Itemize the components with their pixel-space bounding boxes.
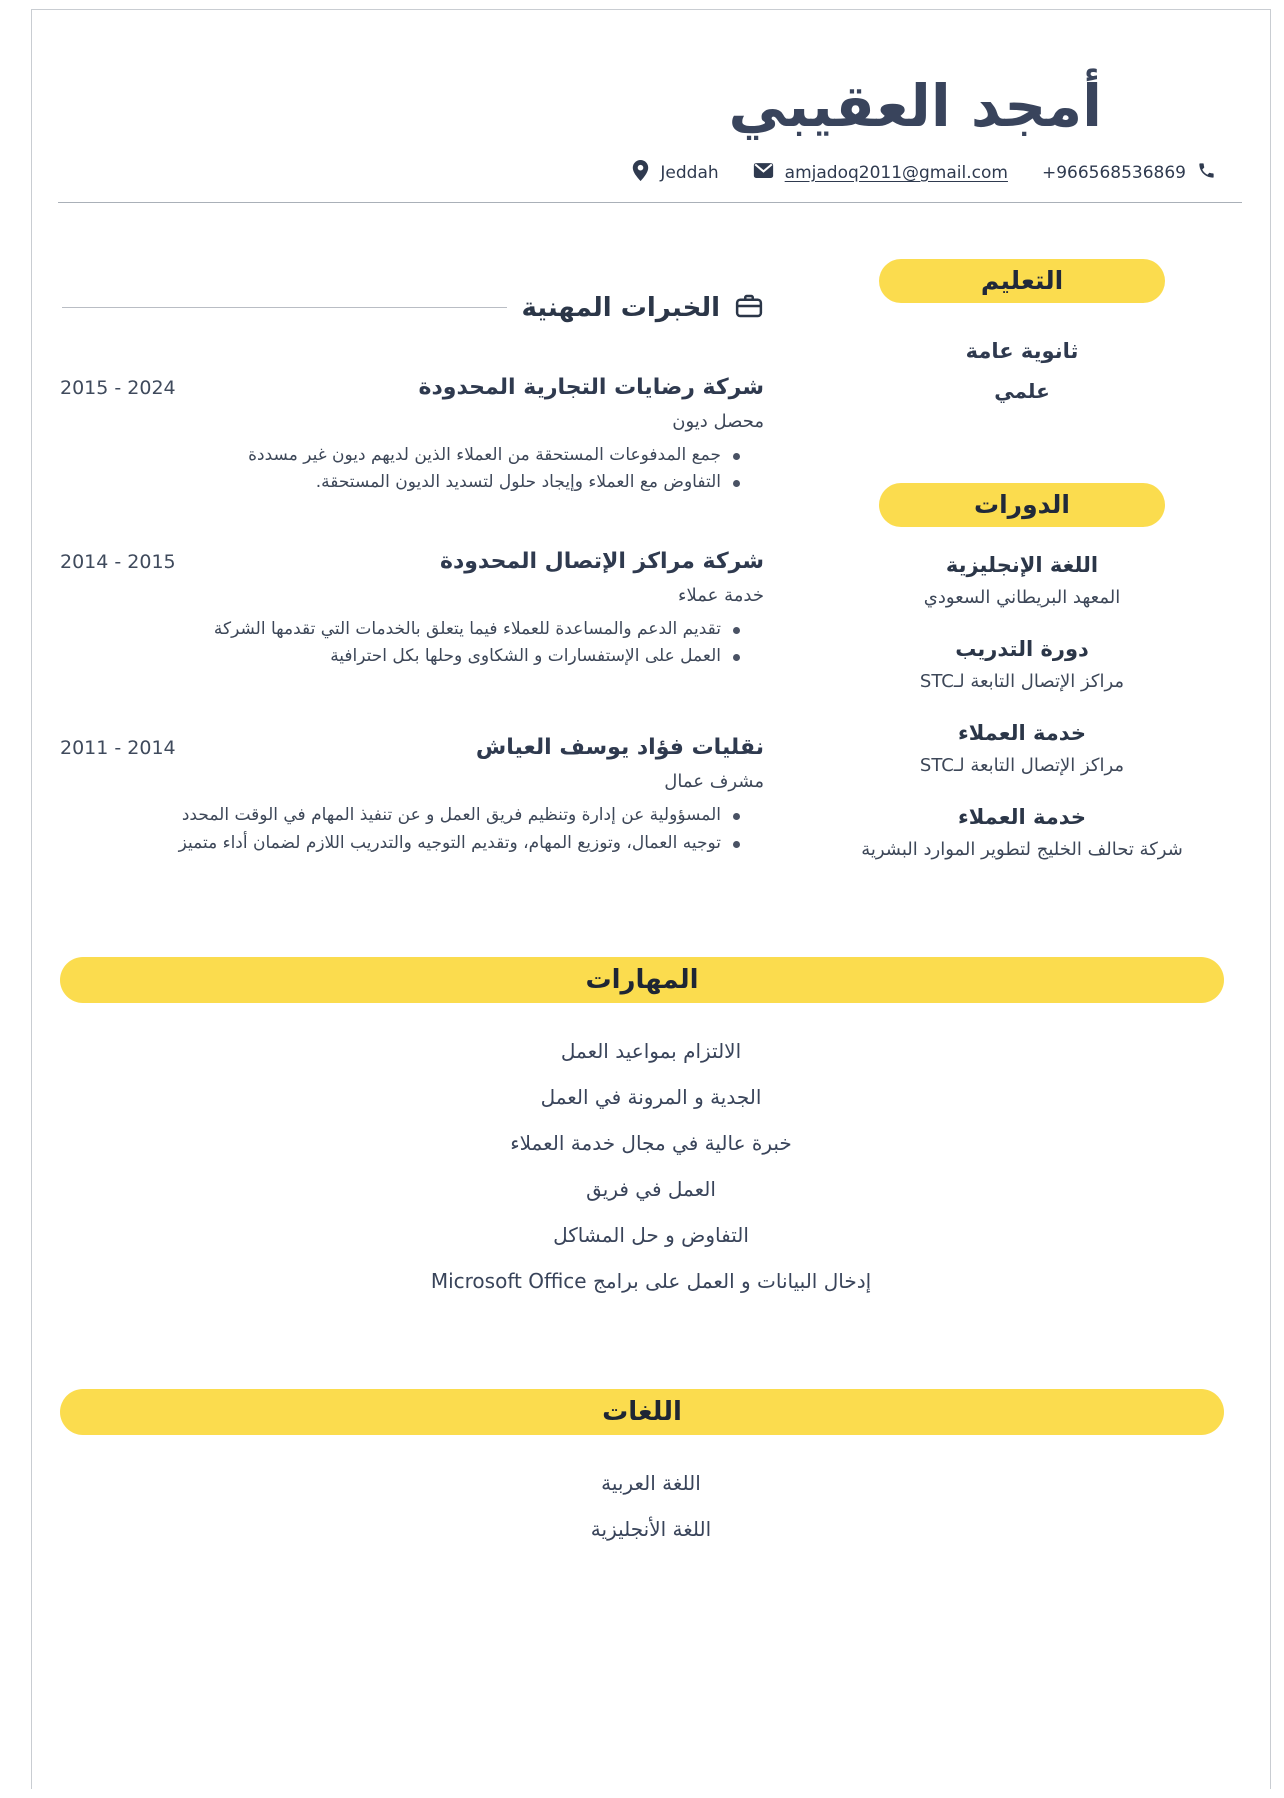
- envelope-icon: [753, 162, 774, 184]
- skill-item: خبرة عالية في مجال خدمة العملاء: [510, 1130, 792, 1155]
- job-entry: [60, 735, 764, 857]
- course-name: خدمة العملاء: [957, 720, 1086, 745]
- course-name: خدمة العملاء: [957, 804, 1086, 829]
- experience-column: [60, 259, 764, 857]
- education-section-header: التعليم: [879, 259, 1165, 303]
- language-item: اللغة العربية: [601, 1470, 701, 1495]
- bullet-item: التفاوض مع العملاء وإيجاد حلول لتسديد الديون المستحقة.: [100, 469, 740, 497]
- skill-item: العمل في فريق: [586, 1176, 716, 1201]
- job-role: مشرف عمال: [664, 771, 764, 793]
- content-columns: [32, 203, 1270, 863]
- course-name: دورة التدريب: [955, 636, 1089, 661]
- experience-title: الخبرات المهنية: [521, 292, 720, 323]
- email-link[interactable]: amjadoq2011@gmail.com: [784, 162, 1008, 183]
- job-head: [60, 735, 764, 760]
- skill-item: التفاوض و حل المشاكل: [553, 1222, 749, 1247]
- courses-section-header: الدورات: [879, 483, 1165, 527]
- phone-icon: [1197, 161, 1216, 185]
- job-entry: [60, 549, 764, 671]
- skills-section-header: المهارات: [60, 957, 1224, 1003]
- phone-number: +966568536869: [1041, 162, 1186, 183]
- languages-list: [32, 1471, 1270, 1541]
- course-provider: مراكز الإتصال التابعة لـSTC: [919, 754, 1125, 776]
- resume-page: [31, 9, 1271, 1789]
- skill-item: إدخال البيانات و العمل على برامج Microsoft Office: [430, 1268, 872, 1293]
- briefcase-icon: [734, 291, 764, 325]
- job-company: نقليات فؤاد يوسف العياش: [475, 735, 764, 761]
- contact-phone: [1042, 161, 1216, 185]
- course-item: [820, 553, 1224, 611]
- job-bullets: [60, 802, 764, 857]
- job-role: محصل ديون: [672, 410, 764, 432]
- job-entry: [60, 375, 764, 497]
- languages-section-header: اللغات: [60, 1389, 1224, 1435]
- contact-row: [32, 160, 1270, 186]
- person-name: أمجد العقيبي: [728, 72, 1102, 140]
- course-provider: شركة تحالف الخليج لتطوير الموارد البشرية: [861, 838, 1183, 860]
- bullet-item: جمع المدفوعات المستحقة من العملاء الذين لديهم ديون غير مسددة: [100, 442, 740, 470]
- location-pin-icon: [632, 160, 649, 186]
- course-provider: مراكز الإتصال التابعة لـSTC: [919, 670, 1125, 692]
- language-item: اللغة الأنجليزية: [590, 1516, 712, 1541]
- bullet-item: توجيه العمال، وتوزيع المهام، وتقديم التوجيه والتدريب اللازم لضمان أداء متميز: [100, 830, 740, 858]
- course-name: اللغة الإنجليزية: [945, 552, 1099, 577]
- bullet-item: المسؤولية عن إدارة وتنظيم فريق العمل و عن تنفيذ المهام في الوقت المحدد: [100, 802, 740, 830]
- sidebar: [820, 259, 1224, 863]
- job-dates: 2015 - 2024: [60, 376, 176, 399]
- course-item: [820, 637, 1224, 695]
- bullet-item: تقديم الدعم والمساعدة للعملاء فيما يتعلق بالخدمات التي تقدمها الشركة: [100, 616, 740, 644]
- experience-section-header: [60, 291, 764, 325]
- job-head: [60, 375, 764, 400]
- experience-rule: [62, 307, 507, 308]
- bullet-item: العمل على الإستفسارات و الشكاوى وحلها بكل احترافية: [100, 643, 740, 671]
- job-role: خدمة عملاء: [678, 584, 764, 606]
- skill-item: الالتزام بمواعيد العمل: [560, 1038, 742, 1063]
- skills-list: [32, 1039, 1270, 1293]
- course-provider: المعهد البريطاني السعودي: [923, 586, 1121, 608]
- education-degree: ثانوية عامة: [965, 338, 1079, 363]
- job-dates: 2014 - 2015: [60, 550, 176, 573]
- course-item: [820, 721, 1224, 779]
- job-bullets: [60, 442, 764, 497]
- job-company: شركة رضايات التجارية المحدودة: [418, 374, 764, 400]
- contact-email: [753, 162, 1008, 184]
- course-item: [820, 805, 1224, 863]
- job-dates: 2011 - 2014: [60, 737, 176, 760]
- job-bullets: [60, 616, 764, 671]
- education-track: علمي: [994, 378, 1050, 403]
- contact-location: [632, 160, 718, 186]
- job-head: [60, 549, 764, 574]
- skill-item: الجدية و المرونة في العمل: [540, 1084, 762, 1109]
- job-company: شركة مراكز الإتصال المحدودة: [439, 548, 764, 574]
- location-text: Jeddah: [660, 162, 719, 183]
